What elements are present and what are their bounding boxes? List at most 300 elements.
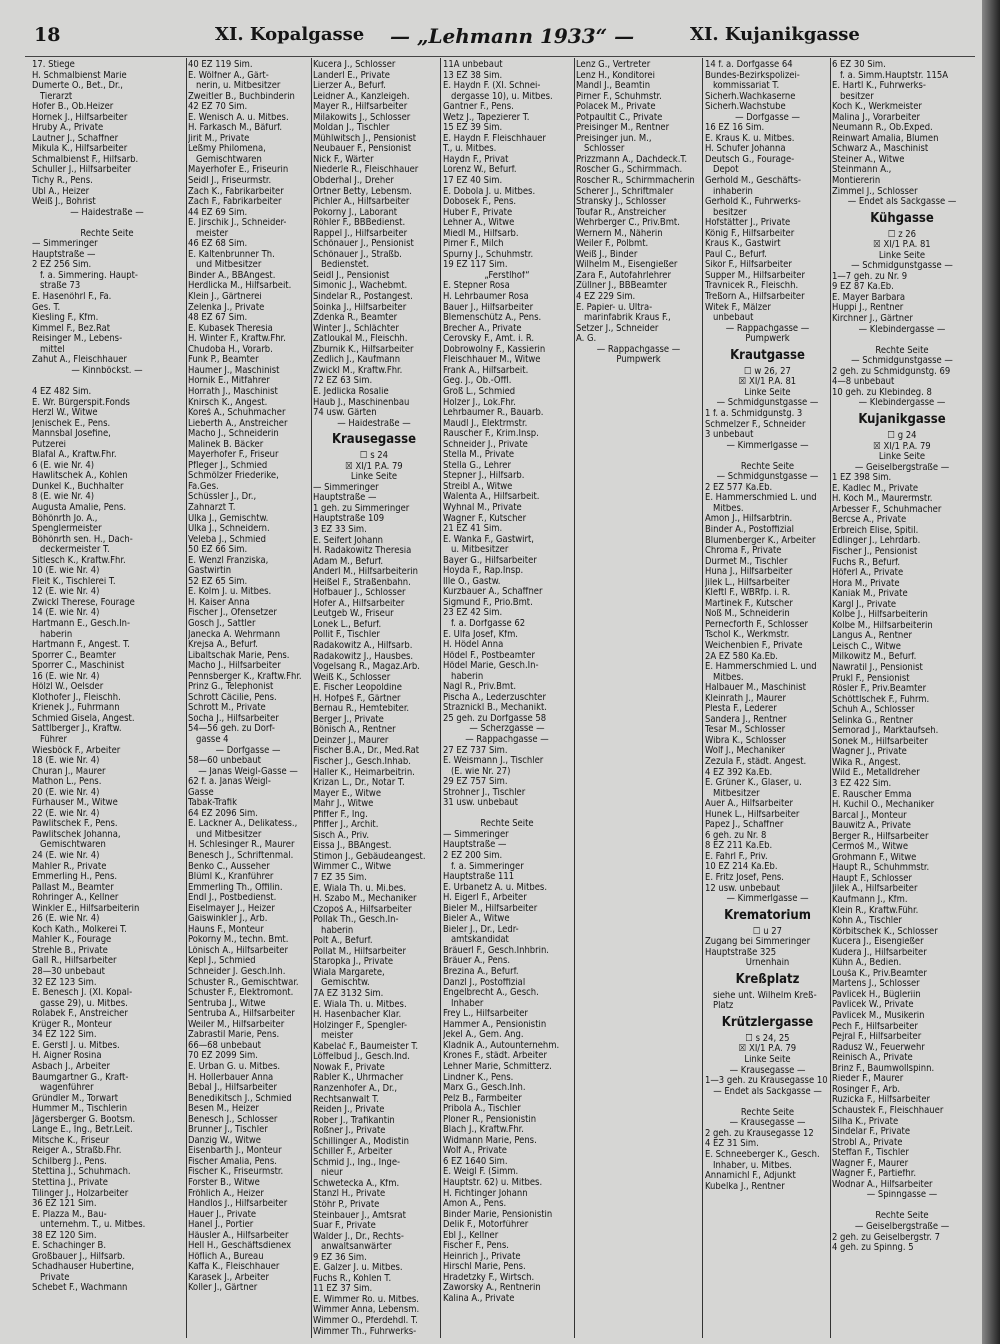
directory-entry-line: Bieler J., Dr., Ledr-	[443, 924, 519, 935]
directory-entry-line: siehe unt. Wilhelm Kreß-	[713, 990, 817, 1001]
directory-entry-line: Pumpwerk	[616, 355, 661, 366]
directory-entry-line: — Spinngasse —	[866, 1190, 938, 1201]
directory-entry-line: — Kinnböckst. —	[71, 365, 143, 376]
directory-entry-line	[576, 946, 701, 957]
directory-entry-line: Hofer A., Hilfsarbeiter	[313, 598, 405, 609]
column-divider	[440, 58, 441, 1338]
directory-entry-line: — Rappachgasse —	[596, 344, 681, 355]
directory-entry-line: Wimmer O., Pferdehdl. T.	[313, 1315, 418, 1326]
directory-entry-line: Blemenschütz A., Pens.	[443, 313, 542, 324]
directory-entry-line: Bauwitz A., Private	[832, 821, 911, 832]
directory-entry-line: Emmerling H., Pens.	[32, 872, 118, 883]
directory-entry-line: Binder A., Postoffizial	[705, 524, 795, 535]
directory-entry-line: Gründler M., Torwart	[32, 1093, 119, 1104]
directory-entry-line	[576, 935, 701, 946]
directory-entry-line: 36 EZ 121 Sim.	[32, 1199, 97, 1210]
directory-entry-line: Walenta A., Hilfsarbeit.	[443, 492, 540, 503]
directory-entry-line: Gall R., Hilfsarbeiter	[32, 956, 117, 967]
directory-entry-line: Horrath J., Maschinist	[188, 386, 278, 397]
directory-entry-line: 29 EZ 757 Sim.	[443, 777, 508, 788]
directory-entry-line: Kujanikgasse	[858, 411, 946, 427]
directory-entry-line	[576, 524, 701, 535]
directory-entry-line: Bedienstet.	[321, 260, 370, 271]
directory-entry-line: 2 geh. zu Schmidgunstg. 69	[832, 366, 951, 377]
directory-entry-line: 6 EZ 1640 Sim.	[443, 1156, 508, 1167]
directory-entry-line: — Kimmerlgasse —	[726, 894, 809, 905]
directory-entry-line: Hoyda F., Rap.Insp.	[443, 566, 524, 577]
directory-entry-line: Suar F., Private	[313, 1221, 376, 1232]
directory-entry-line: — Schmidgunstgasse —	[851, 356, 953, 367]
directory-entry-line: dergasse 10), u. Mitbes.	[451, 91, 553, 102]
directory-entry-line: Krizan L., Dr., Notar T.	[313, 778, 405, 789]
directory-entry-line	[576, 746, 701, 757]
directory-entry-line: Brinz F., Baumwollspinn.	[832, 1063, 935, 1074]
directory-entry-line: E. Wr. Bürgerspit.Fonds	[32, 397, 130, 408]
directory-entry-line: Mandl J., Beamtin	[576, 81, 651, 92]
directory-entry-line: Schneider J. Gesch.Inh.	[188, 967, 286, 978]
directory-entry-line: Mitbes.	[713, 672, 744, 683]
directory-entry-line: Zwickl M., Kraftw.Fhr.	[313, 365, 403, 376]
directory-entry-line: Haupt R., Schuhmmstr.	[832, 863, 930, 874]
directory-entry-line: Schönauer J., Pensionist	[313, 239, 414, 250]
directory-entry-line: 12 usw. unbebaut	[705, 883, 780, 894]
directory-entry-line: Pavlicek W., Private	[832, 1000, 914, 1011]
directory-entry-line: Weichenbien F., Private	[705, 640, 803, 651]
directory-entry-line: und Mitbesitzer	[196, 829, 262, 840]
directory-entry-line: Treßorn A., Hilfsarbeiter	[705, 292, 805, 303]
directory-entry-line	[576, 482, 701, 493]
directory-entry-line: Tichy R., Pens.	[32, 176, 93, 187]
directory-entry-line: 6 EZ 30 Sim.	[832, 60, 886, 70]
directory-entry-line: gasse 29), u. Mitbes.	[40, 998, 128, 1009]
directory-entry-line: Sentruba J., Witwe	[188, 998, 266, 1009]
directory-entry-line: Nick F., Wärter	[313, 154, 374, 165]
page-edge-shadow	[982, 0, 1000, 1344]
directory-entry-line: — Haidestraße —	[337, 418, 411, 429]
directory-entry-line: Radakowitz A., Hilfsarb.	[313, 640, 413, 651]
directory-entry-line: Hirschl Marie, Pens.	[443, 1262, 526, 1273]
directory-entry-line: E. Haydn F. Fleischhauer	[443, 133, 546, 144]
directory-entry-line: Bundes-Bezirkspolizei-	[705, 70, 800, 81]
directory-entry-line: Nowak F., Private	[313, 1062, 385, 1073]
directory-entry-line: Landerl E., Private	[313, 70, 390, 81]
directory-entry-line: Hornek J., Hilfsarbeiter	[32, 112, 128, 123]
directory-entry-line: Private	[40, 1272, 70, 1283]
directory-entry-line: Inhaber, u. Mitbes.	[713, 1160, 792, 1171]
directory-entry-line: 8 EZ 211 Ka.Eb.	[705, 841, 773, 852]
directory-entry-line: H. Schufer Johanna	[705, 144, 786, 155]
directory-entry-line: Auer A., Hilfsarbeiter	[705, 799, 793, 810]
directory-entry-line: ☒ XI/1 P.A. 81	[873, 240, 931, 251]
directory-entry-line	[576, 788, 701, 799]
directory-entry-line: Böhönrth sen. H., Dach-	[32, 534, 133, 545]
directory-entry-line: Schuh A., Schlosser	[832, 705, 915, 716]
directory-entry-line: Wilhelm M., Eisengießer	[576, 260, 678, 271]
directory-entry-line: E. Jirschik J., Schneider-	[188, 218, 287, 229]
directory-entry-line: Schmölzer Friederike,	[188, 471, 279, 482]
directory-entry-line: Mannsbal Josefine,	[32, 429, 111, 440]
directory-entry-line: Lieberth A., Anstreicher	[188, 418, 288, 429]
directory-entry-line: Cerovsky F., Amt. i. R.	[443, 334, 535, 345]
directory-entry-line: Klein R., Kraftw.Führ.	[832, 905, 919, 916]
directory-entry-line: Reiger A., Straßb.Fhr.	[32, 1146, 122, 1157]
directory-entry-line: Fürhauser M., Witwe	[32, 798, 118, 809]
directory-entry-line: Edlinger J., Lehrdarb.	[832, 536, 921, 547]
directory-entry-line: Pirner F., Schuhmstr.	[576, 91, 662, 102]
directory-entry-line: Sporrer C., Beamter	[32, 650, 117, 661]
column-4	[443, 60, 571, 1340]
directory-entry-line: Lonek L., Befurf.	[313, 619, 382, 630]
directory-entry-line: Fuchs R., Kohlen T.	[313, 1273, 392, 1284]
directory-entry-line: Besen M., Heizer	[188, 1104, 259, 1115]
directory-entry-line: Kreßplatz	[735, 971, 800, 987]
directory-entry-line: Tschol K., Werkmstr.	[705, 630, 790, 641]
directory-entry-line: Pollak Th., Gesch.In-	[313, 915, 399, 926]
directory-entry-line: Schaustek F., Fleischhauer	[832, 1105, 944, 1116]
directory-entry-line: Libaltschak Marie, Pens.	[188, 650, 290, 661]
directory-entry-line: Tabak-Trafik	[188, 798, 237, 809]
directory-entry-line: — Kimmerlgasse —	[726, 440, 809, 451]
column-divider	[830, 58, 831, 1338]
directory-entry-line: — Geiselbergstraße —	[854, 1221, 950, 1232]
directory-entry-line: Adam M., Befurf.	[313, 556, 384, 567]
directory-entry-line	[576, 1009, 701, 1020]
directory-entry-line: 2 geh. zu Krausegasse 12	[705, 1128, 814, 1139]
directory-entry-line: Hell H., Geschäftsdienex	[188, 1241, 292, 1252]
directory-entry-line: Hartmann F., Angest. T.	[32, 640, 130, 651]
directory-entry-line	[832, 1201, 972, 1212]
directory-entry-line: Jekel A., Gem. Ang.	[443, 1030, 524, 1041]
directory-entry-line: Kalina A., Private	[443, 1293, 515, 1304]
directory-entry-line: Häusler A., Hilfsarbeiter	[188, 1230, 289, 1241]
directory-entry-line: gasse 4	[196, 735, 229, 745]
directory-entry-line: Delik F., Motorführer	[443, 1220, 529, 1231]
directory-entry-line	[576, 735, 701, 746]
directory-entry-line: 4 geh. zu Spinng. 5	[832, 1243, 914, 1254]
directory-entry-line: Bräuer A., Pens.	[443, 956, 511, 967]
directory-entry-line: 14 (E. wie Nr. 4)	[32, 608, 100, 619]
directory-entry-line: f. a. Dorfgasse 62	[451, 618, 526, 629]
directory-entry-line: Louša K., Priv.Beamter	[832, 968, 927, 979]
directory-entry-line	[576, 577, 701, 588]
directory-entry-line: H. Lehrbaumer Rosa	[443, 292, 529, 303]
directory-entry-line: Gemischtwaren	[40, 840, 106, 851]
directory-entry-line: Reinisch A., Private	[832, 1053, 913, 1064]
directory-entry-line: nerin, u. Mitbesitzer	[196, 81, 281, 92]
directory-entry-line: ☒ XI/1 P.A. 79	[738, 1044, 797, 1055]
directory-entry-line: Mayerhofer E., Friseurin	[188, 165, 289, 176]
directory-entry-line: Haller K., Heimarbeitrin.	[313, 767, 415, 778]
directory-entry-line: Wibra K., Schlosser	[705, 735, 786, 746]
directory-entry-line: Bieler M., Hilfsarbeiter	[443, 903, 538, 914]
directory-entry-line	[576, 376, 701, 387]
directory-entry-line: Wagner J., Private	[832, 747, 907, 758]
directory-entry-line	[576, 862, 701, 873]
directory-entry-line: marinfabrik Kraus F.,	[584, 313, 671, 324]
directory-entry-line: E. Rauscher Emma	[832, 789, 912, 800]
directory-entry-line: Janecka A. Wehrmann	[188, 629, 281, 640]
directory-entry-line: Schrott Cäcilie, Pens.	[188, 692, 277, 703]
directory-entry-line: Lorenz W., Befurf.	[443, 165, 517, 176]
directory-entry-line	[576, 535, 701, 546]
directory-entry-line: Kaffa K., Fleischhauer	[188, 1262, 280, 1273]
directory-entry-line: Jenischek E., Pens.	[32, 418, 111, 429]
directory-entry-line	[576, 640, 701, 651]
directory-entry-line: König F., Hilfsarbeiter	[705, 228, 795, 239]
directory-entry-line: Hofer B., Ob.Heizer	[32, 102, 114, 113]
directory-entry-line: Selinka G., Rentner	[832, 715, 914, 726]
directory-entry-line	[576, 630, 701, 641]
directory-entry-line: Koreš A., Schuhmacher	[188, 408, 286, 419]
directory-entry-line: Jägersberger G. Bootsm.	[32, 1114, 136, 1125]
directory-entry-line: Zwickl Therese, Fourage	[32, 597, 135, 608]
directory-entry-line: Kühgasse	[870, 210, 934, 226]
directory-entry-line: Rösler F., Priv.Beamter	[832, 684, 927, 695]
directory-entry-line: Mayer E., Witwe	[313, 788, 382, 799]
directory-entry-line: Holzinger F., Spengler-	[313, 1020, 408, 1031]
header-left-title: XI. Kopalgasse	[215, 24, 365, 45]
directory-entry-line: 2A EZ 580 Ka.Eb.	[705, 651, 778, 662]
directory-entry-line: 27 EZ 737 Sim.	[443, 745, 508, 756]
directory-entry-line: Paul C., Befurf.	[705, 249, 767, 260]
directory-entry-line: Zezula F., städt. Angest.	[705, 757, 807, 767]
directory-entry-line: H. Hödel Anna	[443, 640, 504, 651]
directory-entry-line: Seidl J., Pensionist	[313, 270, 390, 281]
directory-entry-line: 26 (E. wie Nr. 4)	[32, 914, 100, 925]
directory-entry-line: Hauptstraße 111	[443, 872, 515, 883]
directory-entry-line: Pfiffer F., Ing.	[313, 809, 368, 820]
directory-entry-line: 20 (E. wie Nr. 4)	[32, 787, 100, 798]
directory-entry-line: Heißel F., Straßenbahn.	[313, 577, 411, 588]
directory-entry-line: — Endet als Sackgasse —	[713, 1086, 822, 1097]
directory-entry-line: anwaltsanwärter	[321, 1242, 392, 1253]
directory-entry-line: Zelenka J., Private	[188, 302, 265, 313]
directory-entry-line: Wyhnal M., Private	[443, 502, 522, 513]
directory-entry-line: Lange E., Ing., Betr.Leit.	[32, 1125, 133, 1136]
directory-entry-line: Endl J., Postbedienst.	[188, 893, 277, 904]
directory-entry-line: 48 EZ 67 Sim.	[188, 313, 248, 324]
directory-entry-line: ☐ u 27	[753, 926, 782, 937]
directory-entry-line: Semorad J., Marktaufseh.	[832, 726, 939, 737]
directory-entry-line: Hora M., Private	[832, 578, 900, 589]
directory-entry-line: Moldan J., Tischler	[313, 123, 390, 134]
directory-entry-line: ☐ s 24	[359, 451, 389, 462]
directory-entry-line: Kubelka J., Rentner	[705, 1181, 785, 1192]
directory-entry-line: Wimmer Th., Fuhrwerks-	[313, 1326, 417, 1337]
directory-entry-line: Kolbe M., Hilfsarbeiterin	[832, 620, 933, 631]
directory-entry-line	[576, 408, 701, 419]
directory-entry-line: Benko C., Ausseher	[188, 861, 270, 872]
directory-entry-line: Bayer G., Hilfsarbeiter	[443, 555, 537, 566]
directory-entry-line: Amon A., Pens.	[443, 1199, 507, 1210]
directory-entry-line: Straznickl B., Mechanikt.	[443, 703, 547, 714]
directory-entry-line: H. Hofpeš F., Gärtner	[313, 693, 401, 704]
directory-entry-line: f. a. Simm.Hauptstr. 115A	[840, 70, 949, 81]
directory-entry-line: Rieder F., Maurer	[832, 1074, 904, 1085]
directory-entry-line: Kargl J., Private	[832, 599, 897, 610]
directory-entry-line: Steffan F., Tischler	[832, 1148, 909, 1159]
directory-entry-line: Bernau R., Hemtebiter.	[313, 704, 410, 715]
directory-entry-line: Pollat M., Hilfsarbeiter	[313, 946, 406, 957]
directory-entry-line: 7A EZ 3132 Sim.	[313, 989, 384, 1000]
directory-entry-line: 9 EZ 36 Sim.	[313, 1252, 367, 1263]
directory-entry-line	[576, 1125, 701, 1136]
directory-entry-line: Brecher A., Private	[443, 323, 522, 334]
directory-entry-line: E. Kolm J. u. Mitbes.	[188, 587, 272, 598]
directory-entry-line: Rauscher F., Krim.Insp.	[443, 429, 539, 440]
directory-entry-line: Chudoba H., Vorarb.	[188, 344, 273, 355]
directory-entry-line	[576, 703, 701, 714]
directory-entry-line: Ranzenhofer A., Dr.,	[313, 1083, 398, 1094]
directory-entry-line	[576, 661, 701, 672]
directory-entry-line: Steiner A., Witwe	[832, 154, 905, 165]
directory-entry-line	[576, 1104, 701, 1115]
directory-entry-line: Pavlicek H., Bügleriin	[832, 989, 921, 1000]
directory-entry-line: unternehm. T., u. Mitbes.	[40, 1220, 146, 1231]
header-right-title: XI. Kujanikgasse	[690, 24, 860, 45]
directory-entry-line: 25 geh. zu Dorfgasse 58	[443, 713, 547, 724]
directory-entry-line	[576, 904, 701, 915]
directory-entry-line: besitzer	[840, 91, 874, 102]
directory-entry-line: Berger R., Hilfsarbeiter	[832, 831, 929, 842]
directory-entry-line: 34 EZ 122 Sim.	[32, 1030, 97, 1041]
directory-entry-line: Lindner K., Pens.	[443, 1072, 514, 1083]
directory-entry-line: deckermeister T.	[40, 545, 110, 556]
directory-entry-line: — Schmidgunstgasse —	[851, 261, 953, 272]
directory-entry-line: Hawlitschek A., Kohlen	[32, 471, 128, 482]
directory-entry-line: Fröhlich A., Heizer	[188, 1188, 264, 1199]
directory-entry-line: Hanel J., Portier	[188, 1220, 254, 1231]
directory-entry-line: E. Hammerschmied L. und	[705, 662, 817, 673]
directory-entry-line: Krausegasse	[331, 432, 417, 448]
directory-entry-line: Weiß J., Binder	[576, 249, 638, 260]
directory-entry-line: Polt A., Befurf.	[313, 936, 373, 947]
directory-entry-line	[576, 1030, 701, 1041]
directory-entry-line: Mahr J., Witwe	[313, 799, 374, 810]
directory-entry-line	[576, 598, 701, 609]
directory-entry-line: 14 f. a. Dorfgasse 64	[705, 60, 793, 70]
directory-entry-line: Ortner Betty, Lebensm.	[313, 186, 412, 197]
directory-entry-line: Hauptstraße 325	[705, 947, 777, 958]
directory-entry-line: Blüml K., Kranführer	[188, 872, 274, 883]
directory-entry-line: Sigmund F., Prio.Bmt.	[443, 597, 533, 608]
directory-entry-line: Radusz W., Feuerwehr	[832, 1042, 925, 1053]
directory-entry-line: Wetz J., Tapezierer T.	[443, 112, 530, 123]
directory-entry-line	[576, 988, 701, 999]
directory-entry-line: Rabler K., Uhrmacher	[313, 1073, 404, 1084]
directory-entry-line: Spurny J., Schuhmstr.	[443, 249, 534, 260]
directory-entry-line	[576, 461, 701, 472]
directory-entry-line: Streibl A., Witwe	[443, 481, 513, 492]
directory-entry-line: amtskandidat	[451, 935, 509, 946]
directory-entry-line: Fischer F., Pens.	[443, 1241, 509, 1252]
directory-entry-line: Pokorny J., Laborant	[313, 207, 398, 218]
directory-entry-line: Stettina J., Private	[32, 1177, 108, 1188]
directory-entry-line: Mathon L., Pens.	[32, 777, 102, 788]
directory-entry-line: „Ferstlhof“	[484, 270, 530, 281]
directory-entry-line: Höflich A., Bureau	[188, 1251, 264, 1262]
directory-entry-line: Heinrich J., Private	[443, 1251, 521, 1262]
directory-entry-line: Plesta F., Lederer	[705, 704, 777, 715]
directory-entry-line: Zahut A., Fleischhauer	[32, 355, 127, 366]
directory-entry-line: Wodnar A., Hilfsarbeiter	[832, 1179, 933, 1190]
directory-entry-line: Funk P., Beamter	[188, 355, 259, 366]
directory-entry-line: E. Wölfner A., Gärt-	[188, 70, 269, 81]
directory-entry-line: Schmid J., Ing., Inge-	[313, 1157, 401, 1168]
directory-entry-line: Pech F., Hilfsarbeiter	[832, 1021, 918, 1032]
directory-entry-line: Huppi J., Rentner	[832, 303, 904, 314]
directory-entry-line: Wiesböck F., Arbeiter	[32, 745, 121, 756]
directory-entry-line: H. Fichtinger Johann	[443, 1188, 528, 1199]
directory-entry-line: T., u. Mitbes.	[443, 144, 497, 155]
directory-entry-line: Strohner J., Tischler	[443, 787, 526, 798]
directory-entry-line: Roscher R., Schirmmacherin	[576, 176, 695, 187]
directory-entry-line: Langus A., Rentner	[832, 631, 912, 642]
directory-entry-line: E. Kaltenbrunner Th.	[188, 249, 275, 260]
directory-entry-line: 32 EZ 123 Sim.	[32, 977, 97, 988]
directory-entry-line: H. Aigner Rosina	[32, 1051, 102, 1062]
directory-entry-line: Huna J., Hilfsarbeiter	[705, 567, 793, 578]
directory-entry-line: 9 EZ 87 Ka.Eb.	[832, 282, 894, 293]
directory-entry-line: Scherer J., Schriftmaler	[576, 186, 674, 197]
directory-entry-line: Herzl W., Witwe	[32, 408, 98, 419]
directory-entry-line: Hauptstraße —	[313, 493, 377, 504]
directory-entry-line: 1 f. a. Schmidgunstg. 3	[705, 408, 803, 419]
directory-entry-line: Hauptstraße —	[32, 249, 96, 260]
directory-entry-line: 2 EZ 200 Sim.	[443, 851, 503, 862]
directory-entry-line: Halbauer M., Maschinist	[705, 683, 806, 694]
directory-entry-line: Polacek M., Private	[576, 102, 656, 113]
directory-entry-line: Zara F., Autofahrlehrer	[576, 270, 671, 281]
directory-entry-line: f. a. Simmering. Haupt-	[40, 270, 138, 281]
directory-entry-line	[576, 925, 701, 936]
directory-entry-line: 28—30 unbebaut	[32, 967, 105, 978]
directory-entry-line: Montiererin	[832, 176, 881, 187]
directory-entry-line: ☐ z 26	[887, 229, 917, 240]
directory-entry-line: Haydn F., Privat	[443, 154, 509, 165]
directory-entry-line: ☒ XI/1 P.A. 79	[873, 441, 931, 452]
directory-entry-line: inhaberin	[713, 186, 753, 197]
directory-entry-line	[576, 767, 701, 778]
directory-entry-line: Soinka J., Hilfsarbeiter	[313, 302, 407, 313]
directory-entry-line: Sicherh.Wachkaserne	[705, 91, 796, 102]
directory-entry-line: Neubauer F., Pensionist	[313, 144, 412, 155]
directory-entry-line	[576, 450, 701, 461]
directory-entry-line: Hummer M., Tischlerin	[32, 1104, 128, 1115]
directory-entry-line: Mikula K., Hilfsarbeiter	[32, 144, 128, 155]
directory-entry-line: 64 EZ 2096 Sim.	[188, 808, 258, 819]
directory-entry-line: Lönisch A., Hilfsarbeiter	[188, 945, 288, 956]
directory-entry-line	[576, 1041, 701, 1052]
directory-entry-line: Malinek B. Bäcker	[188, 439, 264, 450]
directory-entry-line: Kurzbauer A., Schaffner	[443, 587, 543, 598]
directory-entry-line: H. Kaiser Anna	[188, 597, 250, 608]
directory-entry-line: — Endet als Sackgasse —	[847, 197, 957, 208]
directory-entry-line: Malina J., Vorarbeiter	[832, 112, 920, 123]
directory-entry-line: Fischer J., Pensionist	[832, 546, 918, 557]
directory-entry-line: E. Wiala Th. u. Mi.bes.	[313, 883, 406, 894]
directory-entry-line: Zabrastil Marie, Pens.	[188, 1030, 280, 1041]
directory-entry-line: Bieler A., Witwe	[443, 914, 510, 925]
directory-entry-line	[576, 608, 701, 619]
directory-entry-line: Erbreich Elise, Spitil.	[832, 525, 919, 536]
directory-entry-line: — Dorfgasse —	[215, 745, 281, 756]
directory-entry-line: 58—60 unbebaut	[188, 756, 261, 767]
directory-entry-line: Strehle B., Private	[32, 945, 108, 956]
directory-entry-line: Lenz G., Vertreter	[576, 60, 651, 70]
directory-entry-line: Amon J., Hilfsarbtrin.	[705, 514, 793, 525]
directory-entry-line: Strobl A., Private	[832, 1137, 903, 1148]
